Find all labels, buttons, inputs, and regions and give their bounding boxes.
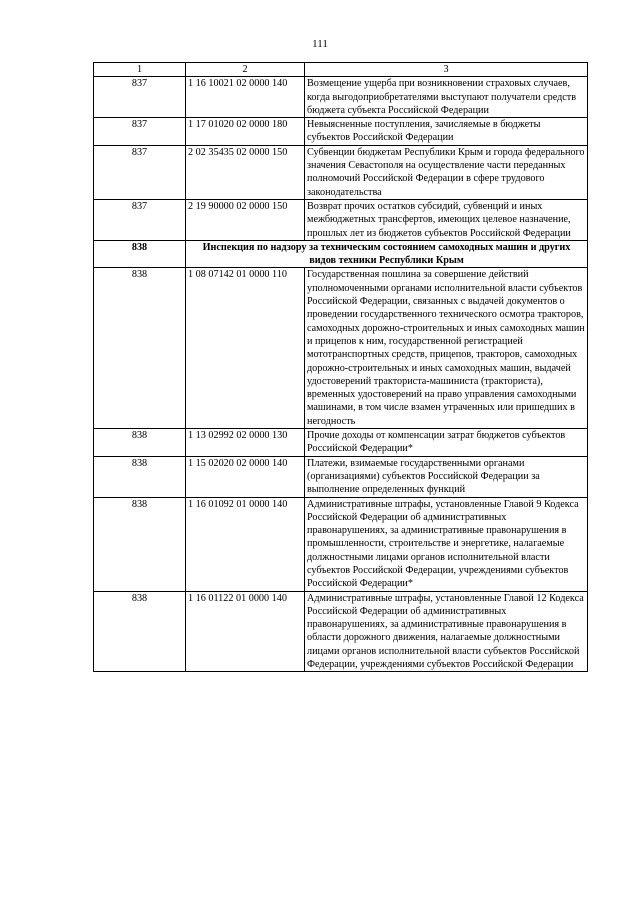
- admin-code-cell: 837: [94, 118, 186, 146]
- budget-code-cell: 1 15 02020 02 0000 140: [186, 456, 305, 497]
- revenue-description-cell: Платежи, взимаемые государственными органами (организациями) субъектов Российской Федерации за выполнение определенных функций: [305, 456, 588, 497]
- admin-code-cell: 838: [94, 497, 186, 591]
- budget-code-cell: 1 16 10021 02 0000 140: [186, 77, 305, 118]
- revenue-description-cell: Административные штрафы, установленные Главой 12 Кодекса Российской Федерации об административных правонарушениях, за административные правонарушения в области дорожного движения, налагаемые должностными лицами органов исполнительной власти субъектов Российской Федерации, учреждениями субъектов Российской Федерации: [305, 591, 588, 672]
- admin-code-cell: 838: [94, 456, 186, 497]
- column-1-header: 1: [94, 63, 186, 77]
- revenue-description-cell: Прочие доходы от компенсации затрат бюджетов субъектов Российской Федерации*: [305, 429, 588, 457]
- section-title: Инспекция по надзору за техническим состоянием самоходных машин и других видов техники Республики Крым: [186, 240, 588, 268]
- admin-code-cell: 838: [94, 591, 186, 672]
- admin-code-cell: 837: [94, 77, 186, 118]
- table-row: [94, 145, 588, 199]
- revenue-description-cell: Административные штрафы, установленные Главой 9 Кодекса Российской Федерации об административных правонарушениях, за административные правонарушения в промышленности, строительстве и энергетике, налагаемые должностными лицами органов исполнительной власти субъектов Российской Федерации, учреждениями субъектов Российской Федерации*: [305, 497, 588, 591]
- column-2-header: 2: [186, 63, 305, 77]
- table-row: [94, 268, 588, 429]
- table-row: [94, 199, 588, 240]
- table-row: [94, 497, 588, 591]
- revenue-description-cell: Невыясненные поступления, зачисляемые в бюджеты субъектов Российской Федерации: [305, 118, 588, 146]
- budget-code-cell: 1 16 01092 01 0000 140: [186, 497, 305, 591]
- table-header-row: [94, 63, 588, 77]
- table-row: [94, 591, 588, 672]
- revenue-classification-table: [93, 62, 588, 672]
- revenue-description-cell: Государственная пошлина за совершение действий уполномоченными органами исполнительной власти субъектов Российской Федерации, связанных с выдачей документов о проведении государственного технического осмотра тракторов, самоходных дорожно-строительных и иных самоходных машин и прицепов к ним, государственной регистрацией мототранспортных средств, прицепов, тракторов, самоходных дорожно-строительных и иных самоходных машин, выдачей удостоверений тракториста-машиниста (тракториста), временных удостоверений на право управления самоходными машинами, в том числе взамен утраченных или пришедших в негодность: [305, 268, 588, 429]
- admin-code-cell: 837: [94, 145, 186, 199]
- budget-code-cell: 2 02 35435 02 0000 150: [186, 145, 305, 199]
- admin-code-cell: 837: [94, 199, 186, 240]
- table-row: [94, 429, 588, 457]
- table-row: [94, 77, 588, 118]
- budget-code-cell: 1 08 07142 01 0000 110: [186, 268, 305, 429]
- budget-code-cell: 1 16 01122 01 0000 140: [186, 591, 305, 672]
- budget-code-cell: 2 19 90000 02 0000 150: [186, 199, 305, 240]
- page-number: 111: [312, 38, 328, 50]
- revenue-description-cell: Возмещение ущерба при возникновении страховых случаев, когда выгодоприобретателями выступают получатели средств бюджета субъекта Российской Федерации: [305, 77, 588, 118]
- column-3-header: 3: [305, 63, 588, 77]
- section-admin-code: 838: [94, 240, 186, 268]
- section-header-row: [94, 240, 588, 268]
- admin-code-cell: 838: [94, 429, 186, 457]
- table-row: [94, 456, 588, 497]
- revenue-description-cell: Субвенции бюджетам Республики Крым и города федерального значения Севастополя на осуществление части переданных полномочий Российской Федерации в сфере трудового законодательства: [305, 145, 588, 199]
- table-row: [94, 118, 588, 146]
- admin-code-cell: 838: [94, 268, 186, 429]
- budget-code-cell: 1 13 02992 02 0000 130: [186, 429, 305, 457]
- revenue-description-cell: Возврат прочих остатков субсидий, субвенций и иных межбюджетных трансфертов, имеющих целевое назначение, прошлых лет из бюджетов субъектов Российской Федерации: [305, 199, 588, 240]
- budget-code-cell: 1 17 01020 02 0000 180: [186, 118, 305, 146]
